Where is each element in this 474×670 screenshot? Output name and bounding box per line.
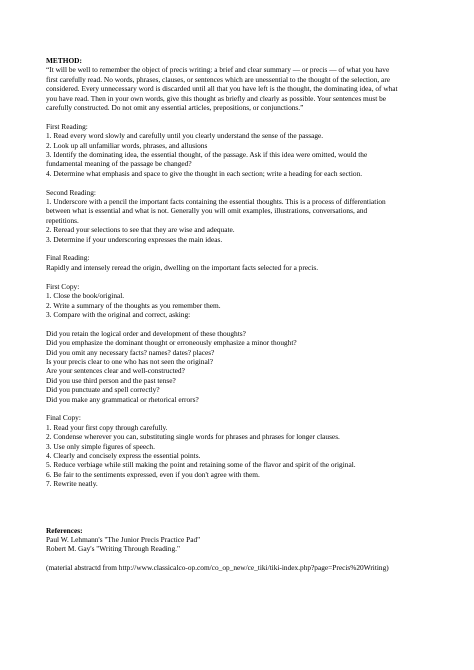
second-reading-line: 3. Determine if your underscoring expresses the main ideas.: [46, 234, 223, 244]
references-section: [46, 526, 430, 573]
second-reading-line: 1. Underscore with a pencil the important facts containing the essential thoughts. This is a process of differentiation: [46, 197, 386, 207]
first-reading-title: First Reading:: [46, 121, 88, 131]
quote-line: “It will be well to remember the object of precis writing: a brief and clear summary — or precis — of what you have: [46, 65, 390, 75]
first-copy-section: [46, 282, 430, 320]
second-reading-section: [46, 188, 430, 244]
method-quote: [46, 65, 430, 112]
source-note: (material abstractd from http://www.classicalco-op.com/co_op_new/ce_tiki/tiki-index.php?page=Precis%20Writing): [46, 563, 389, 573]
question-line: Did you punctuate and spell correctly?: [46, 385, 160, 395]
question-line: Is your precis clear to one who has not seen the original?: [46, 356, 214, 366]
first-reading-line: 2. Look up all unfamiliar words, phrases, and allusions: [46, 140, 208, 150]
final-copy-line: 4. Clearly and concisely express the essential points.: [46, 450, 201, 460]
question-line: Did you retain the logical order and development of these thoughts?: [46, 328, 246, 338]
final-copy-line: 7. Rewrite neatly.: [46, 479, 98, 489]
final-reading-section: [46, 253, 430, 272]
first-copy-line: 3. Compare with the original and correct, asking:: [46, 309, 191, 319]
first-copy-title: First Copy:: [46, 281, 80, 291]
final-reading-title: Final Reading:: [46, 253, 90, 263]
first-copy-line: 1. Close the book/original.: [46, 291, 125, 301]
first-copy-questions: [46, 329, 430, 404]
second-reading-line: between what is essential and what is not. Generally you will omit examples, illustrations, conversations, and: [46, 206, 368, 216]
final-reading-line: Rapidly and intensely reread the origin, dwelling on the important facts selected for a precis.: [46, 262, 319, 272]
references-heading: References:: [46, 525, 83, 535]
quote-line: carefully constructed. Do not omit any essential articles, prepositions, or conjunctions.”: [46, 103, 304, 113]
final-copy-line: 6. Be fair to the sentiments expressed, even if you don't agree with them.: [46, 469, 260, 479]
second-reading-title: Second Reading:: [46, 187, 96, 197]
first-reading-line: 3. Identify the dominating idea, the essential thought, of the passage. Ask if this idea were omitted, would the: [46, 150, 368, 160]
question-line: Did you emphasize the dominant thought or erroneously emphasize a minor thought?: [46, 338, 297, 348]
final-copy-line: 3. Use only simple figures of speech.: [46, 441, 155, 451]
question-line: Did you use third person and the past tense?: [46, 375, 176, 385]
quote-line: considered. Every unnecessary word is discarded until all that you have left is the thought, the dominating idea, of what: [46, 84, 398, 94]
question-line: Did you make any grammatical or rhetorical errors?: [46, 394, 199, 404]
first-reading-line: 4. Determine what emphasis and space to give the thought in each section; write a heading for each section.: [46, 168, 363, 178]
first-reading-section: [46, 122, 430, 178]
final-copy-line: 1. Read your first copy through carefully.: [46, 422, 168, 432]
final-copy-line: 5. Reduce verbiage while still making the point and retaining some of the flavor and spirit of the original.: [46, 460, 356, 470]
quote-line: first carefully read. No words, phrases, clauses, or sentences which are unessential to the thought of the selection, are: [46, 74, 391, 84]
final-copy-title: Final Copy:: [46, 413, 81, 423]
second-reading-line: 2. Reread your selections to see that they are wise and adequate.: [46, 225, 235, 235]
quote-line: you have read. Then in your own words, give this thought as briefly and clearly as possible. Your sentences must be: [46, 93, 387, 103]
second-reading-line: repetitions.: [46, 215, 79, 225]
reference-line: Robert M. Gay's "Writing Through Reading.": [46, 544, 180, 554]
question-line: Did you omit any necessary facts? names? dates? places?: [46, 347, 215, 357]
first-reading-line: fundamental meaning of the passage be changed?: [46, 159, 192, 169]
method-heading: METHOD:: [46, 56, 82, 65]
first-copy-line: 2. Write a summary of the thoughts as you remember them.: [46, 300, 221, 310]
final-copy-line: 2. Condense wherever you can, substituting single words for phrases and phrases for longer clauses.: [46, 432, 340, 442]
reference-line: Paul W. Lehmann's "The Junior Precis Practice Pad": [46, 535, 201, 544]
first-reading-line: 1. Read every word slowly and carefully until you clearly understand the sense of the passage.: [46, 131, 324, 141]
final-copy-section: [46, 413, 430, 488]
question-line: Are your sentences clear and well-constructed?: [46, 366, 185, 376]
